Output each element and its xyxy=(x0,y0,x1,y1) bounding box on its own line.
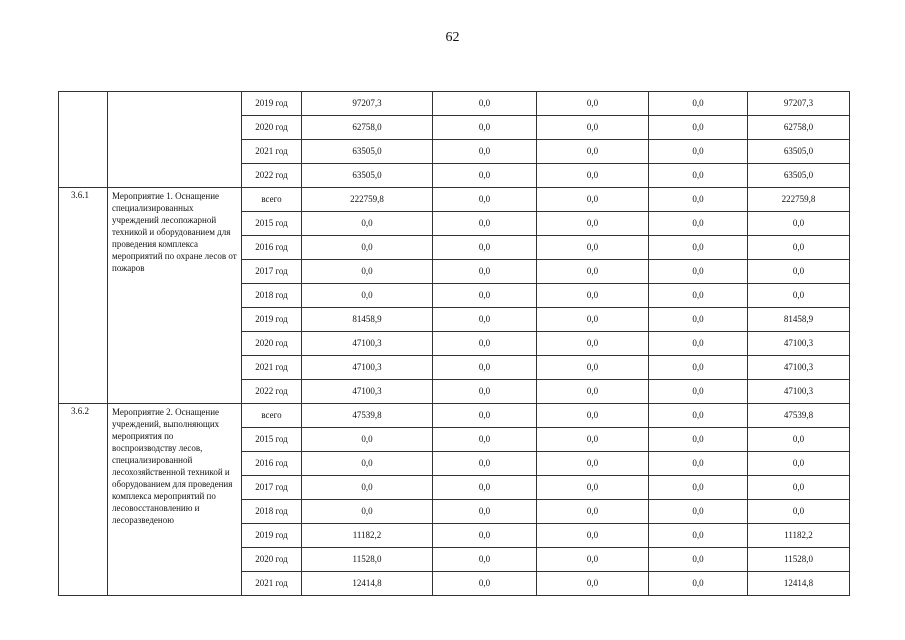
value-cell-3: 0,0 xyxy=(537,548,649,572)
value-cell-2: 0,0 xyxy=(433,308,537,332)
budget-table xyxy=(58,91,850,596)
year-cell: 2019 год xyxy=(242,524,302,548)
value-cell-2: 0,0 xyxy=(433,236,537,260)
total-cell: 0,0 xyxy=(302,452,433,476)
value-cell-4: 0,0 xyxy=(649,428,748,452)
value-cell-5: 47100,3 xyxy=(748,332,850,356)
total-cell: 63505,0 xyxy=(302,164,433,188)
year-cell: 2021 год xyxy=(242,140,302,164)
value-cell-4: 0,0 xyxy=(649,404,748,428)
value-cell-2: 0,0 xyxy=(433,332,537,356)
value-cell-4: 0,0 xyxy=(649,452,748,476)
value-cell-5: 47100,3 xyxy=(748,380,850,404)
value-cell-2: 0,0 xyxy=(433,188,537,212)
year-cell: 2018 год xyxy=(242,500,302,524)
value-cell-5: 0,0 xyxy=(748,476,850,500)
value-cell-3: 0,0 xyxy=(537,476,649,500)
value-cell-3: 0,0 xyxy=(537,332,649,356)
value-cell-4: 0,0 xyxy=(649,356,748,380)
value-cell-2: 0,0 xyxy=(433,164,537,188)
total-cell: 0,0 xyxy=(302,476,433,500)
value-cell-3: 0,0 xyxy=(537,140,649,164)
total-cell: 0,0 xyxy=(302,500,433,524)
value-cell-4: 0,0 xyxy=(649,332,748,356)
value-cell-2: 0,0 xyxy=(433,356,537,380)
value-cell-3: 0,0 xyxy=(537,500,649,524)
value-cell-4: 0,0 xyxy=(649,260,748,284)
value-cell-3: 0,0 xyxy=(537,524,649,548)
value-cell-2: 0,0 xyxy=(433,212,537,236)
year-cell: 2019 год xyxy=(242,92,302,116)
value-cell-5: 0,0 xyxy=(748,500,850,524)
total-cell: 47100,3 xyxy=(302,380,433,404)
value-cell-3: 0,0 xyxy=(537,164,649,188)
value-cell-5: 0,0 xyxy=(748,428,850,452)
year-cell: 2020 год xyxy=(242,332,302,356)
total-cell: 0,0 xyxy=(302,260,433,284)
year-cell: 2017 год xyxy=(242,260,302,284)
value-cell-5: 63505,0 xyxy=(748,164,850,188)
value-cell-3: 0,0 xyxy=(537,380,649,404)
activity-code xyxy=(59,92,108,188)
value-cell-5: 47539,8 xyxy=(748,404,850,428)
value-cell-5: 81458,9 xyxy=(748,308,850,332)
value-cell-2: 0,0 xyxy=(433,116,537,140)
value-cell-3: 0,0 xyxy=(537,572,649,596)
value-cell-4: 0,0 xyxy=(649,572,748,596)
year-cell: 2015 год xyxy=(242,428,302,452)
total-cell: 47100,3 xyxy=(302,356,433,380)
value-cell-2: 0,0 xyxy=(433,380,537,404)
value-cell-3: 0,0 xyxy=(537,356,649,380)
value-cell-5: 63505,0 xyxy=(748,140,850,164)
value-cell-4: 0,0 xyxy=(649,284,748,308)
value-cell-4: 0,0 xyxy=(649,476,748,500)
value-cell-4: 0,0 xyxy=(649,212,748,236)
value-cell-2: 0,0 xyxy=(433,284,537,308)
year-cell: всего xyxy=(242,188,302,212)
value-cell-4: 0,0 xyxy=(649,380,748,404)
total-cell: 63505,0 xyxy=(302,140,433,164)
total-cell: 11182,2 xyxy=(302,524,433,548)
value-cell-3: 0,0 xyxy=(537,212,649,236)
value-cell-5: 0,0 xyxy=(748,260,850,284)
total-cell: 47100,3 xyxy=(302,332,433,356)
year-cell: 2022 год xyxy=(242,164,302,188)
total-cell: 11528,0 xyxy=(302,548,433,572)
activity-name: Мероприятие 2. Оснащение учреждений, выполняющих мероприятия по воспроизводству лесов, специализированной лесохозяйственной техникой и оборудованием для проведения комплекса мероприятий по лесовосстановлению и лесоразведеною xyxy=(108,404,242,596)
value-cell-3: 0,0 xyxy=(537,116,649,140)
total-cell: 62758,0 xyxy=(302,116,433,140)
year-cell: 2022 год xyxy=(242,380,302,404)
value-cell-3: 0,0 xyxy=(537,428,649,452)
value-cell-2: 0,0 xyxy=(433,476,537,500)
value-cell-2: 0,0 xyxy=(433,404,537,428)
year-cell: 2016 год xyxy=(242,236,302,260)
value-cell-2: 0,0 xyxy=(433,140,537,164)
activity-name: Мероприятие 1. Оснащение специализированных учреждений лесопожарной техникой и оборудованием для проведения комплекса мероприятий по охране лесов от пожаров xyxy=(108,188,242,404)
value-cell-3: 0,0 xyxy=(537,452,649,476)
value-cell-2: 0,0 xyxy=(433,548,537,572)
value-cell-4: 0,0 xyxy=(649,548,748,572)
value-cell-5: 0,0 xyxy=(748,452,850,476)
value-cell-2: 0,0 xyxy=(433,524,537,548)
year-cell: всего xyxy=(242,404,302,428)
value-cell-3: 0,0 xyxy=(537,308,649,332)
value-cell-5: 12414,8 xyxy=(748,572,850,596)
value-cell-2: 0,0 xyxy=(433,260,537,284)
year-cell: 2021 год xyxy=(242,356,302,380)
value-cell-5: 222759,8 xyxy=(748,188,850,212)
value-cell-4: 0,0 xyxy=(649,500,748,524)
year-cell: 2019 год xyxy=(242,308,302,332)
value-cell-5: 11528,0 xyxy=(748,548,850,572)
value-cell-3: 0,0 xyxy=(537,92,649,116)
value-cell-5: 47100,3 xyxy=(748,356,850,380)
page-number: 62 xyxy=(445,30,460,45)
activity-name xyxy=(108,92,242,188)
year-cell: 2018 год xyxy=(242,284,302,308)
value-cell-3: 0,0 xyxy=(537,284,649,308)
value-cell-3: 0,0 xyxy=(537,404,649,428)
year-cell: 2020 год xyxy=(242,548,302,572)
table-row xyxy=(59,188,850,212)
value-cell-3: 0,0 xyxy=(537,236,649,260)
total-cell: 0,0 xyxy=(302,284,433,308)
total-cell: 97207,3 xyxy=(302,92,433,116)
value-cell-2: 0,0 xyxy=(433,572,537,596)
total-cell: 222759,8 xyxy=(302,188,433,212)
value-cell-5: 62758,0 xyxy=(748,116,850,140)
year-cell: 2020 год xyxy=(242,116,302,140)
total-cell: 0,0 xyxy=(302,428,433,452)
value-cell-5: 0,0 xyxy=(748,236,850,260)
value-cell-3: 0,0 xyxy=(537,260,649,284)
total-cell: 0,0 xyxy=(302,236,433,260)
value-cell-4: 0,0 xyxy=(649,188,748,212)
value-cell-4: 0,0 xyxy=(649,236,748,260)
value-cell-4: 0,0 xyxy=(649,140,748,164)
year-cell: 2016 год xyxy=(242,452,302,476)
value-cell-5: 11182,2 xyxy=(748,524,850,548)
activity-code: 3.6.1 xyxy=(59,188,108,404)
value-cell-4: 0,0 xyxy=(649,524,748,548)
value-cell-4: 0,0 xyxy=(649,92,748,116)
value-cell-5: 97207,3 xyxy=(748,92,850,116)
value-cell-2: 0,0 xyxy=(433,428,537,452)
table-row xyxy=(59,404,850,428)
value-cell-4: 0,0 xyxy=(649,308,748,332)
value-cell-3: 0,0 xyxy=(537,188,649,212)
value-cell-2: 0,0 xyxy=(433,500,537,524)
total-cell: 47539,8 xyxy=(302,404,433,428)
total-cell: 81458,9 xyxy=(302,308,433,332)
total-cell: 12414,8 xyxy=(302,572,433,596)
year-cell: 2017 год xyxy=(242,476,302,500)
value-cell-2: 0,0 xyxy=(433,452,537,476)
year-cell: 2015 год xyxy=(242,212,302,236)
year-cell: 2021 год xyxy=(242,572,302,596)
value-cell-5: 0,0 xyxy=(748,284,850,308)
budget-table-body xyxy=(59,92,850,596)
total-cell: 0,0 xyxy=(302,212,433,236)
value-cell-2: 0,0 xyxy=(433,92,537,116)
value-cell-5: 0,0 xyxy=(748,212,850,236)
value-cell-4: 0,0 xyxy=(649,164,748,188)
value-cell-4: 0,0 xyxy=(649,116,748,140)
table-row xyxy=(59,92,850,116)
activity-code: 3.6.2 xyxy=(59,404,108,596)
